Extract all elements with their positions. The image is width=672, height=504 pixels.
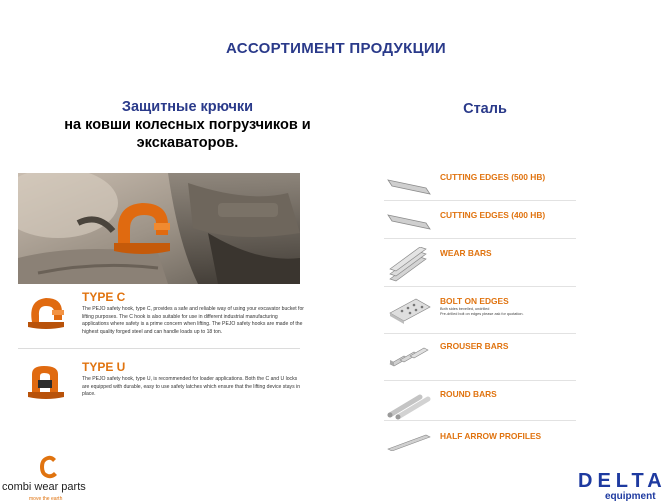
- round-bars-icon: [386, 391, 432, 421]
- delta-equipment-logo: [578, 470, 672, 504]
- steel-item-wear-bars[interactable]: [384, 239, 576, 287]
- combi-logo-mark-icon: [38, 454, 60, 480]
- hero-photo: [18, 173, 300, 284]
- cutting-edge-icon: [386, 205, 432, 235]
- hooks-heading-line1: Защитные крючки: [121, 99, 254, 115]
- product-description: The PEJO safety hook, type U, is recommended for loader applications. Both the C and U locks are equipped with durable, easy to use safety latches which ensure that the lifting device stays in place.: [82, 376, 301, 398]
- product-description: The PEJO safety hook, type C, provides a safe and reliable way of using your excavator bucket for lifting purposes. The C hook is also suitable for use in different industrial manufacturing applications where safety is a prime concern when lifting. The PEJO safety hooks are made of the highest quality forged steel and can handle loads up to 18 ton.: [82, 306, 304, 335]
- delta-logo-word: DELTA: [578, 470, 667, 492]
- cutting-edge-icon: [386, 166, 432, 196]
- product-title: TYPE C: [82, 290, 126, 304]
- product-type-c: [18, 290, 302, 346]
- steel-item-bolt-on-edges[interactable]: [384, 287, 576, 334]
- page-title: АССОРТИМЕНТ ПРОДУКЦИИ: [225, 40, 447, 57]
- combi-logo-tagline: move the earth: [29, 496, 63, 502]
- steel-item-grouser-bars[interactable]: [384, 334, 576, 381]
- combi-wear-parts-logo: [0, 454, 120, 504]
- hooks-heading: [20, 98, 355, 152]
- product-divider: [18, 348, 300, 349]
- steel-item-label: BOLT ON EDGES: [440, 296, 509, 306]
- hooks-heading-line3: экскаваторов.: [136, 135, 239, 151]
- steel-heading: Сталь: [463, 101, 507, 117]
- grouser-bars-icon: [386, 340, 432, 370]
- steel-item-note: Both sides bevelled, undrilled: [440, 307, 490, 311]
- steel-item-label: HALF ARROW PROFILES: [440, 431, 542, 441]
- steel-item-label: CUTTING EDGES (400 HB): [440, 210, 546, 220]
- hook-u-icon: [22, 362, 70, 402]
- hooks-heading-line2: на ковши колесных погрузчиков и: [64, 117, 311, 133]
- half-arrow-profile-icon: [386, 429, 432, 451]
- steel-item-label: GROUSER BARS: [440, 341, 509, 351]
- steel-item-note: Pre-drilled bolt on edges please ask for quotation.: [440, 312, 524, 316]
- steel-item-cutting-edges-400[interactable]: [384, 201, 576, 239]
- product-title: TYPE U: [82, 360, 126, 374]
- steel-item-half-arrow-profiles[interactable]: [384, 421, 576, 451]
- combi-logo-name: combi wear parts: [2, 481, 86, 493]
- steel-item-label: ROUND BARS: [440, 389, 497, 399]
- product-type-u: [18, 360, 302, 404]
- hook-c-icon: [22, 292, 70, 332]
- steel-item-cutting-edges-500[interactable]: [384, 160, 576, 201]
- steel-item-round-bars[interactable]: [384, 381, 576, 421]
- delta-logo-sub: equipment: [605, 491, 656, 502]
- steel-item-label: WEAR BARS: [440, 248, 492, 258]
- wear-bars-icon: [386, 247, 432, 285]
- steel-item-label: CUTTING EDGES (500 HB): [440, 172, 546, 182]
- bolt-on-edges-icon: [386, 293, 432, 329]
